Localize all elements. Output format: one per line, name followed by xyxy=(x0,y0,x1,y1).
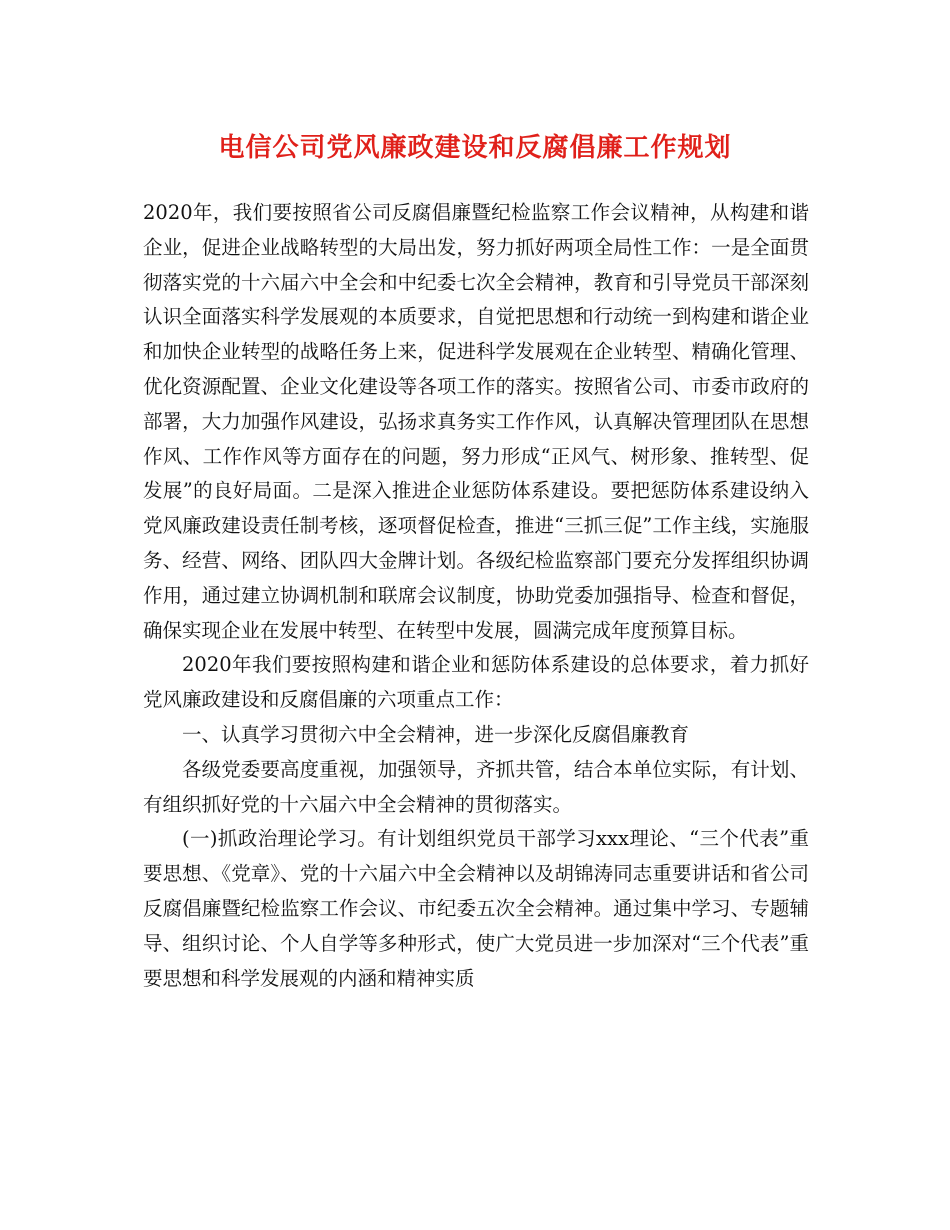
document-body xyxy=(143,196,809,996)
paragraph-intro: 2020年，我们要按照省公司反腐倡廉暨纪检监察工作会议精神，从构建和谐企业，促进企业战略转型的大局出发，努力抓好两项全局性工作：一是全面贯彻落实党的十六届六中全会和中纪委七次全会精神，教育和引导党员干部深刻认识全面落实科学发展观的本质要求，自觉把思想和行动统一到构建和谐企业和加快企业转型的战略任务上来，促进科学发展观在企业转型、精确化管理、优化资源配置、企业文化建设等各项工作的落实。按照省公司、市委市政府的部署，大力加强作风建设，弘扬求真务实工作作风，认真解决管理团队在思想作风、工作作风等方面存在的问题，努力形成“正风气、树形象、推转型、促发展”的良好局面。二是深入推进企业惩防体系建设。要把惩防体系建设纳入党风廉政建设责任制考核，逐项督促检查，推进“三抓三促”工作主线，实施服务、经营、网络、团队四大金牌计划。各级纪检监察部门要充分发挥组织协调作用，通过建立协调机制和联席会议制度，协助党委加强指导、检查和督促，确保实现企业在发展中转型、在转型中发展，圆满完成年度预算目标。 xyxy=(143,201,809,642)
paragraph-party-committee: 各级党委要高度重视，加强领导，齐抓共管，结合本单位实际，有计划、有组织抓好党的十六届六中全会精神的贯彻落实。 xyxy=(143,757,809,816)
paragraph-theory-study: (一)抓政治理论学习。有计划组织党员干部学习xxx理论、“三个代表”重要思想、《党章》、党的十六届六中全会精神以及胡锦涛同志重要讲话和省公司反腐倡廉暨纪检监察工作会议、市纪委五次全会精神。通过集中学习、专题辅导、组织讨论、个人自学等多种形式，使广大党员进一步加深对“三个代表”重要思想和科学发展观的内涵和精神实质 xyxy=(143,827,809,990)
document-title: 电信公司党风廉政建设和反腐倡廉工作规划 xyxy=(218,133,732,163)
section-heading-1: 一、认真学习贯彻六中全会精神，进一步深化反腐倡廉教育 xyxy=(182,722,690,746)
paragraph-requirements: 2020年我们要按照构建和谐企业和惩防体系建设的总体要求，着力抓好党风廉政建设和反腐倡廉的六项重点工作： xyxy=(143,653,809,712)
